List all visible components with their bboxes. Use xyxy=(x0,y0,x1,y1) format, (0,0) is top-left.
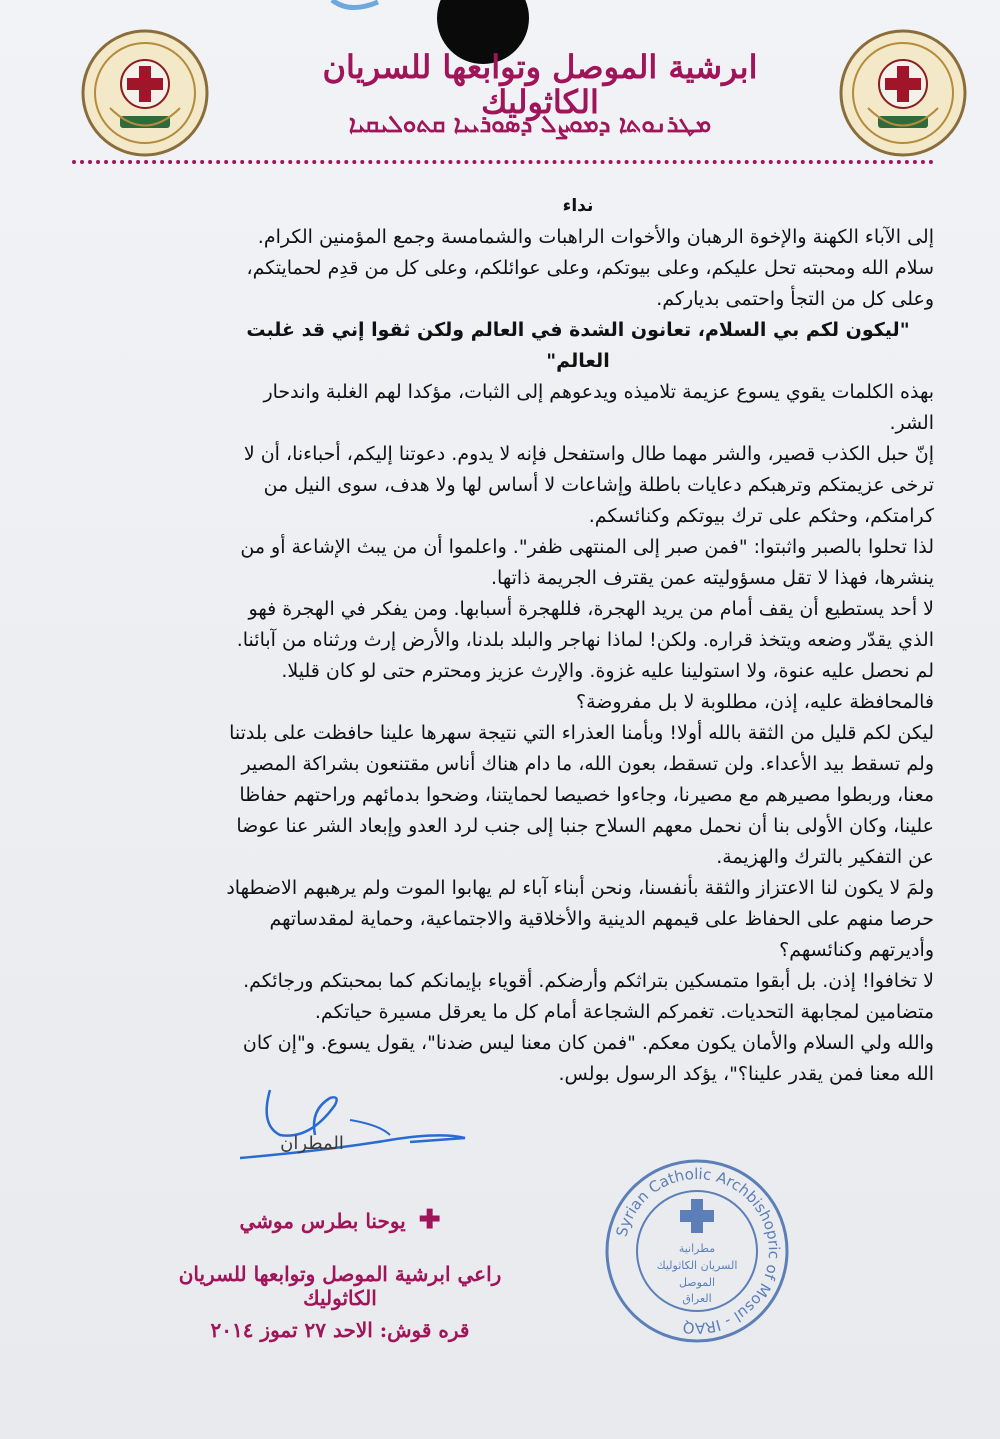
paragraph-5: ليكن لكم قليل من الثقة بالله أولا! وبأمنا العذراء التي نتيجة سهرها علينا حافظت على بلدتنا ولم تسقط بيد الأعداء. ولن تسقط، بعون الله، ما دام هناك أناس مقتنعون بشراكة المصير معنا، وربطوا مصيرهم مع مصيرنا، وجاءوا خصيصا لحمايتنا، وضحوا بدمائهم وراحتهم حفاظا علينا، وكان الأولى بنا أن نحمل معهم السلاح جنبا إلى جنب لرد العدو وإبعاد الشر عنا عوضا عن التفكير بالترك والهزيمة. xyxy=(229,722,934,868)
signature-title: المطران xyxy=(280,1133,344,1154)
paragraph-1: بهذه الكلمات يقوي يسوع عزيمة تلاميذه ويدعوهم إلى الثبات، مؤكدا لهم الغلبة واندحار الشر. xyxy=(263,381,934,434)
header-arabic-title: ابرشية الموصل وتوابعها للسريان الكاثوليك xyxy=(322,48,758,122)
paragraph-7: لا تخافوا! إذن. بل أبقوا متمسكين بتراثكم وأرضكم. أقوياء بإيمانكم كما بمحبتكم ورجائكم. متضامين لمجابهة التحديات. تغمركم الشجاعة أمام كل ما يعرقل مسيرة حياتكم. xyxy=(243,970,934,1023)
paragraph-4: لا أحد يستطيع أن يقف أمام من يريد الهجرة، فللهجرة أسبابها. ومن يفكر في الهجرة فهو الذي يقدّر وضعه ويتخذ قراره. ولكن! لماذا نهاجر والبلد بلدنا، والأرض إرث ورثناه من آبائنا. لم نحصل عليه عنوة، ولا استولينا عليه غزوة. والإرث عزيز ومحترم حتى لو كان قليلا. فالمحافظة عليه، إذن، مطلوبة لا بل مفروضة؟ xyxy=(236,598,934,713)
stamp-inner-line-2: السريان الكاثوليك xyxy=(656,1259,738,1272)
seal-left-icon xyxy=(80,28,210,158)
stamp-outer-text: Syrian Catholic Archbishopric of Mosul - IRAQ xyxy=(612,1164,784,1338)
header-divider xyxy=(72,160,934,164)
paragraph-greeting: سلام الله ومحبته تحل عليكم، وعلى بيوتكم، وعلى عوائلكم، وعلى كل من قدِم لحمايتكم، وعلى كل من التجأ واحتمى بدياركم. xyxy=(246,257,934,310)
signatory-name: يوحنا بطرس موشي xyxy=(239,1209,406,1233)
stamp-inner-line-4: العراق xyxy=(682,1292,712,1305)
ribbon-decoration xyxy=(330,0,380,18)
paragraph-6: ولمَ لا يكون لنا الاعتزاز والثقة بأنفسنا، ونحن أبناء آباء لم يهابوا الموت ولم يرهبهم الاضطهاد حرصا منهم على الحفاظ على قيمهم الدينية والأخلاقية والاجتماعية، وحماية لمقدساتهم وأديرتهم وكنائسهم؟ xyxy=(226,877,934,961)
signatory-name-line xyxy=(150,1205,530,1235)
paragraph-quote: "ليكون لكم بي السلام، تعانون الشدة في العالم ولكن ثقوا إني قد غلبت العالم" xyxy=(246,319,910,372)
place-date: قره قوش: الاحد ٢٧ تموز ٢٠١٤ xyxy=(210,1318,470,1342)
signatory-role: راعي ابرشية الموصل وتوابعها للسريان الكاثوليك xyxy=(178,1262,502,1310)
cross-icon: ✚ xyxy=(418,1205,441,1235)
letter-title: نداء xyxy=(562,196,594,216)
stamp-inner-line-3: الموصل xyxy=(678,1276,716,1289)
official-stamp-icon xyxy=(603,1157,791,1345)
letter-body xyxy=(222,196,934,1090)
paragraph-3: لذا تحلوا بالصبر واثبتوا: "فمن صبر إلى المنتهى ظفر". واعلموا أن من يبث الإشاعة أو من ينشرها، فهذا لا تقل مسؤوليته عمن يقترف الجريمة ذاتها. xyxy=(240,536,934,589)
paragraph-closing: والله ولي السلام والأمان يكون معكم. "فمن كان معنا ليس ضدنا"، يقول يسوع. و"إن كان الله معنا فمن يقدر علينا؟"، يؤكد الرسول بولس. xyxy=(242,1032,934,1085)
paragraph-2: إنّ حبل الكذب قصير، والشر مهما طال واستفحل فإنه لا يدوم. دعوتنا إليكم، أحباءنا، أن لا ترخى عزيمتكم وترهبكم دعايات باطلة وإشاعات لا أساس لها ولا هدف، سوى النيل من كرامتكم، وحثكم على ترك بيوتكم وكنائسكم. xyxy=(243,443,934,527)
header-syriac-title: ܡܛܪܢܘܬܐ ܕܡܘܨܠ ܕܣܘܪܝܝܐ ܩܬܘܠܝܩܝܐ xyxy=(348,110,712,138)
stamp-inner-line-1: مطرانية xyxy=(678,1242,716,1255)
seal-right-icon xyxy=(838,28,968,158)
paragraph-addressees: إلى الآباء الكهنة والإخوة الرهبان والأخوات الراهبات والشمامسة وجمع المؤمنين الكرام. xyxy=(257,226,934,248)
